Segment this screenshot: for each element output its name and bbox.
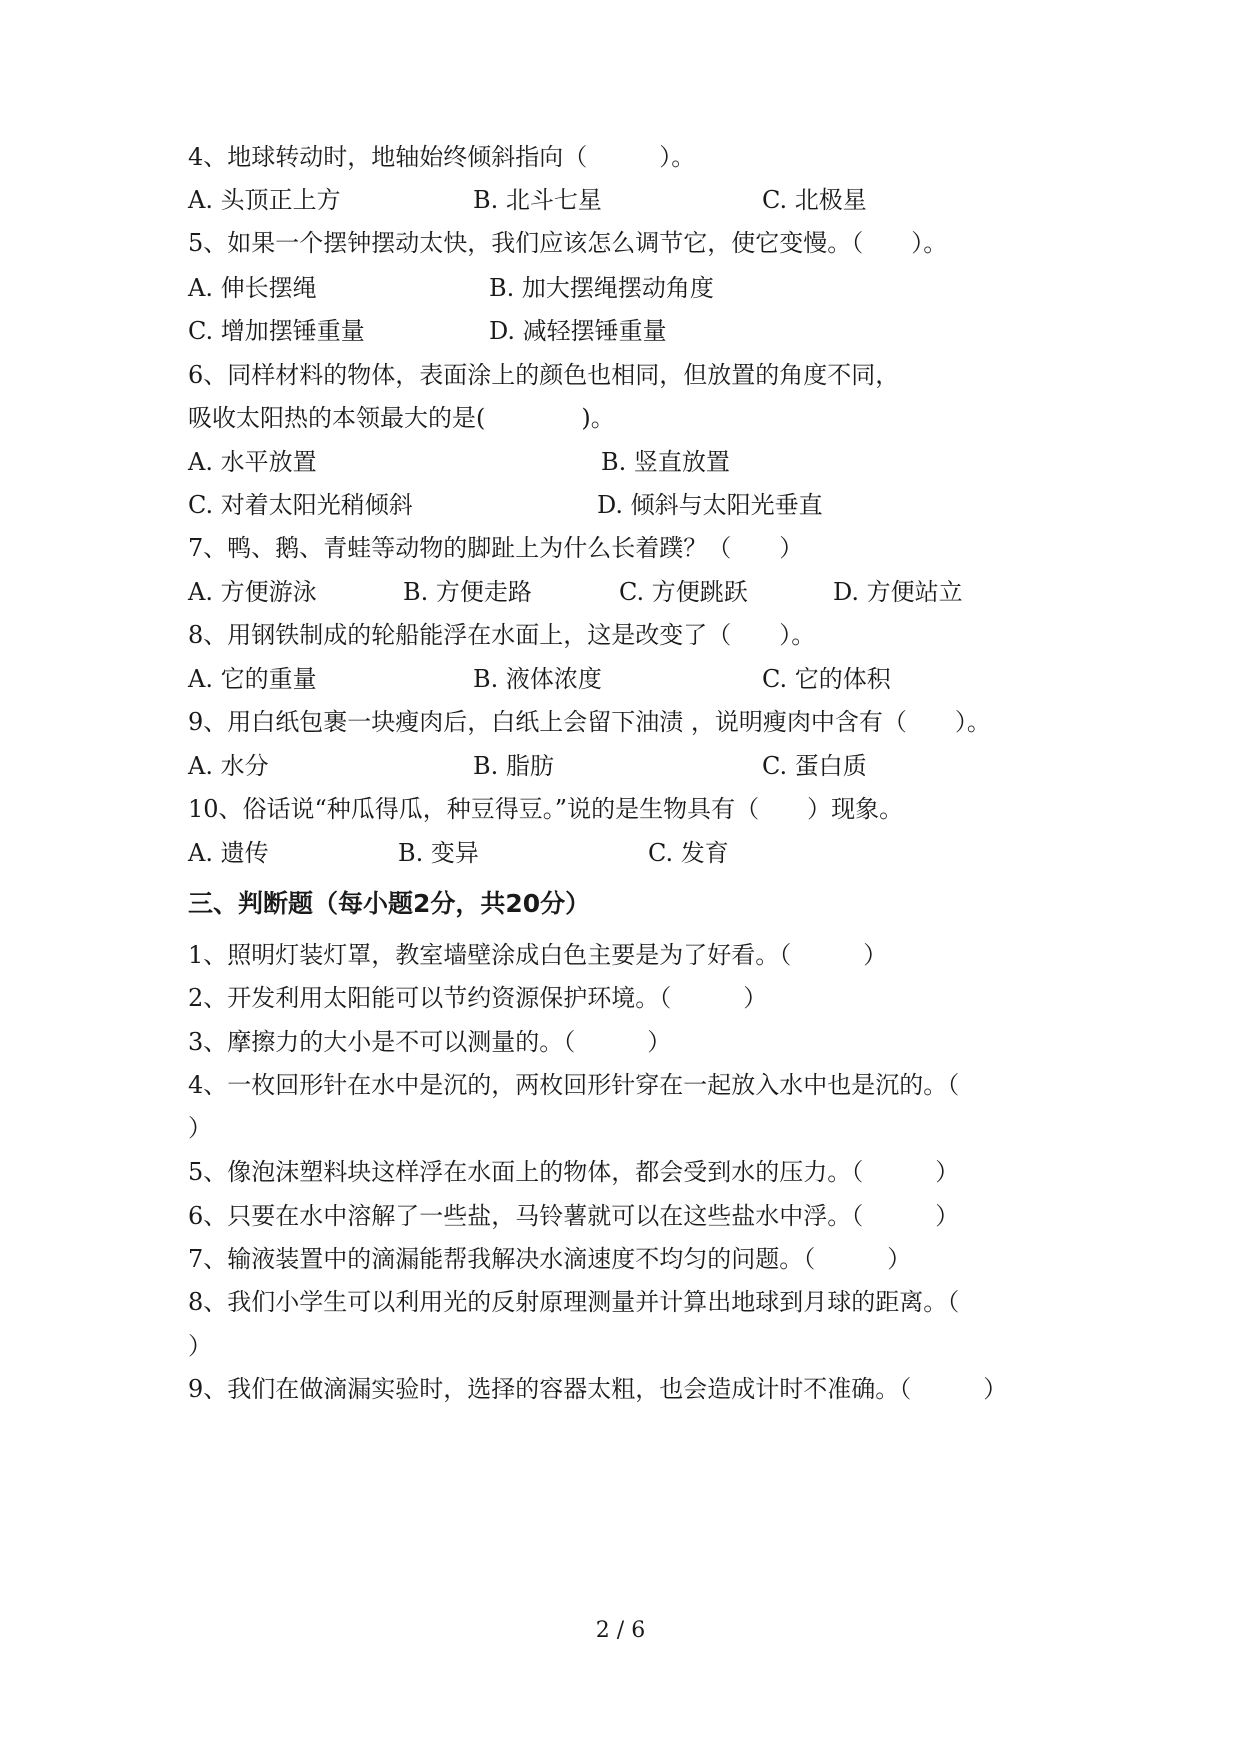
question-4-option-b: B. 北斗七星 [473, 186, 602, 214]
question-4-stem: 4、地球转动时，地轴始终倾斜指向（ ）。 [188, 143, 696, 171]
question-8-stem: 8、用钢铁制成的轮船能浮在水面上，这是改变了（ ）。 [188, 621, 816, 649]
question-5-option-d: D. 减轻摆锤重量 [489, 317, 667, 345]
question-5-option-a: A. 伸长摆绳 [188, 274, 317, 302]
judgment-item-7: 7、输液装置中的滴漏能帮我解决水滴速度不均匀的问题。（ ） [188, 1245, 912, 1273]
question-8-option-b: B. 液体浓度 [473, 665, 602, 693]
question-5-stem: 5、如果一个摆钟摆动太快，我们应该怎么调节它，使它变慢。（ ）。 [188, 229, 948, 257]
question-10-option-c: C. 发育 [648, 839, 729, 867]
question-10-option-b: B. 变异 [398, 839, 479, 867]
section-3-title: 三、判断题（每小题2分，共20分） [188, 889, 591, 918]
question-7-stem: 7、鸭、鹅、青蛙等动物的脚趾上为什么长着蹼？（ ） [188, 534, 804, 562]
judgment-item-4-continued: ） [188, 1114, 212, 1142]
question-10-option-a: A. 遗传 [188, 839, 269, 867]
question-4-option-a: A. 头顶正上方 [188, 186, 341, 214]
question-7-option-b: B. 方便走路 [403, 578, 532, 606]
question-7-option-c: C. 方便跳跃 [619, 578, 748, 606]
question-6-stem-line1: 6、同样材料的物体，表面涂上的颜色也相同，但放置的角度不同， [188, 361, 900, 389]
judgment-item-1: 1、照明灯装灯罩，教室墙壁涂成白色主要是为了好看。（ ） [188, 941, 888, 969]
judgment-item-3: 3、摩擦力的大小是不可以测量的。（ ） [188, 1028, 672, 1056]
question-7-option-a: A. 方便游泳 [188, 578, 317, 606]
judgment-item-4: 4、一枚回形针在水中是沉的，两枚回形针穿在一起放入水中也是沉的。（ [188, 1071, 960, 1099]
question-10-stem: 10、俗话说“种瓜得瓜，种豆得豆。”说的是生物具有（ ）现象。 [188, 795, 904, 823]
question-9-option-a: A. 水分 [188, 752, 269, 780]
question-8-option-a: A. 它的重量 [188, 665, 317, 693]
judgment-item-2: 2、开发利用太阳能可以节约资源保护环境。（ ） [188, 984, 768, 1012]
judgment-item-9: 9、我们在做滴漏实验时，选择的容器太粗，也会造成计时不准确。（ ） [188, 1375, 1008, 1403]
question-4-option-c: C. 北极星 [762, 186, 867, 214]
question-6-option-c: C. 对着太阳光稍倾斜 [188, 491, 413, 519]
question-9-option-c: C. 蛋白质 [762, 752, 867, 780]
judgment-item-8-continued: ） [188, 1332, 212, 1360]
question-5-option-c: C. 增加摆锤重量 [188, 317, 365, 345]
question-9-stem: 9、用白纸包裹一块瘦肉后，白纸上会留下油渍 ，说明瘦肉中含有（ ）。 [188, 708, 991, 736]
question-5-option-b: B. 加大摆绳摆动角度 [489, 274, 714, 302]
question-6-option-a: A. 水平放置 [188, 448, 317, 476]
judgment-item-5: 5、像泡沫塑料块这样浮在水面上的物体，都会受到水的压力。（ ） [188, 1158, 960, 1186]
question-6-option-d: D. 倾斜与太阳光垂直 [597, 491, 823, 519]
judgment-item-8: 8、我们小学生可以利用光的反射原理测量并计算出地球到月球的距离。（ [188, 1288, 960, 1316]
question-6-option-b: B. 竖直放置 [601, 448, 730, 476]
question-9-option-b: B. 脂肪 [473, 752, 554, 780]
page-number: 2 / 6 [595, 1618, 646, 1643]
question-7-option-d: D. 方便站立 [833, 578, 963, 606]
judgment-item-6: 6、只要在水中溶解了一些盐，马铃薯就可以在这些盐水中浮。（ ） [188, 1202, 960, 1230]
question-8-option-c: C. 它的体积 [762, 665, 891, 693]
question-6-stem-line2: 吸收太阳热的本领最大的是( )。 [188, 404, 615, 432]
